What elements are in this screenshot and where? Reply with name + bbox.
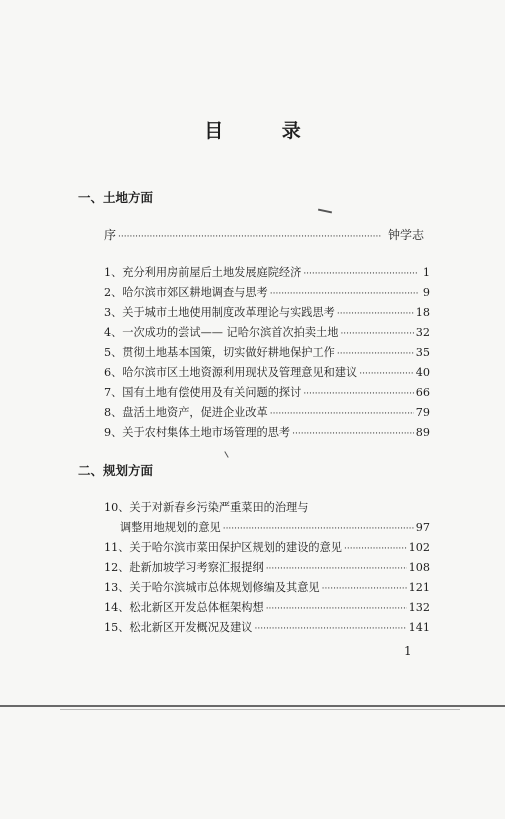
toc-entry-title: 9、关于农村集体土地市场管理的思考 bbox=[104, 426, 291, 439]
page-title: 目 录 bbox=[204, 120, 327, 142]
toc-entry-title: 7、国有土地有偿使用及有关问题的探讨 bbox=[104, 386, 302, 399]
section-heading-planning: 二、规划方面 bbox=[78, 463, 154, 478]
leader-dots bbox=[303, 386, 413, 402]
toc-entry-page: 141 bbox=[408, 621, 430, 634]
toc-entry-title: 4、一次成功的尝试—— 记哈尔滨首次拍卖土地 bbox=[104, 326, 339, 339]
toc-entry[interactable] bbox=[104, 345, 430, 361]
scan-mark bbox=[318, 209, 332, 214]
toc-preface-label: 序 bbox=[104, 228, 117, 242]
scan-mark bbox=[224, 451, 228, 458]
leader-dots bbox=[118, 229, 382, 245]
leader-dots bbox=[340, 326, 413, 342]
toc-preface-author: 钟学志 bbox=[387, 228, 424, 242]
toc-entry-page: 1 bbox=[422, 266, 430, 279]
leader-dots bbox=[344, 541, 407, 557]
toc-entry-title: 14、松北新区开发总体框架构想 bbox=[104, 601, 264, 614]
toc-entry-page: 9 bbox=[422, 286, 430, 299]
leader-dots bbox=[359, 366, 414, 382]
toc-entry-title: 11、关于哈尔滨市菜田保护区规划的建设的意见 bbox=[104, 541, 342, 554]
leader-dots bbox=[270, 406, 414, 422]
leader-dots bbox=[223, 521, 414, 537]
toc-entry-title[interactable]: 10、关于对新春乡污染严重菜田的治理与 bbox=[104, 501, 309, 514]
leader-dots bbox=[337, 346, 414, 362]
toc-entry-title: 1、充分利用房前屋后土地发展庭院经济 bbox=[104, 266, 302, 279]
scan-edge-line bbox=[0, 705, 505, 707]
toc-entry[interactable] bbox=[104, 560, 430, 576]
toc-entry-title: 3、关于城市土地使用制度改革理论与实践思考 bbox=[104, 306, 335, 319]
toc-entry-title: 13、关于哈尔滨城市总体规划修编及其意见 bbox=[104, 581, 320, 594]
toc-entry[interactable] bbox=[104, 305, 430, 321]
toc-entry-page: 132 bbox=[408, 601, 430, 614]
toc-entry[interactable] bbox=[104, 385, 430, 401]
toc-entry[interactable] bbox=[104, 285, 430, 301]
toc-entry[interactable] bbox=[104, 600, 430, 616]
toc-entry[interactable] bbox=[104, 365, 430, 381]
toc-entry-title: 调整用地规划的意见 bbox=[120, 521, 221, 534]
toc-entry[interactable] bbox=[104, 325, 430, 341]
leader-dots bbox=[255, 621, 407, 637]
scan-edge-line bbox=[60, 709, 460, 710]
leader-dots bbox=[322, 581, 407, 597]
leader-dots bbox=[292, 426, 414, 442]
toc-entry-page: 35 bbox=[415, 346, 430, 359]
toc-entry[interactable] bbox=[104, 580, 430, 596]
toc-entry-page: 89 bbox=[415, 426, 430, 439]
section-heading-land: 一、土地方面 bbox=[78, 190, 154, 205]
toc-entry-title: 5、贯彻土地基本国策，切实做好耕地保护工作 bbox=[104, 346, 335, 359]
toc-entry-page: 121 bbox=[408, 581, 430, 594]
leader-dots bbox=[270, 286, 418, 302]
toc-entry-title: 12、赴新加坡学习考察汇报提纲 bbox=[104, 561, 264, 574]
toc-entry-page: 66 bbox=[415, 386, 430, 399]
leader-dots bbox=[337, 306, 414, 322]
toc-entry[interactable] bbox=[120, 520, 430, 536]
toc-entry-page: 18 bbox=[415, 306, 430, 319]
toc-entry[interactable] bbox=[104, 425, 430, 441]
toc-entry-page: 108 bbox=[408, 561, 430, 574]
toc-entry-title: 2、哈尔滨市郊区耕地调查与思考 bbox=[104, 286, 268, 299]
toc-entry-title: 8、盘活土地资产，促进企业改革 bbox=[104, 406, 268, 419]
toc-preface[interactable] bbox=[104, 227, 424, 243]
page-number: 1 bbox=[404, 644, 412, 658]
leader-dots bbox=[303, 266, 418, 282]
toc-entry[interactable] bbox=[104, 265, 430, 281]
toc-entry[interactable] bbox=[104, 620, 430, 636]
toc-entry[interactable] bbox=[104, 540, 430, 556]
toc-entry[interactable] bbox=[104, 405, 430, 421]
toc-entry-page: 97 bbox=[415, 521, 430, 534]
toc-entry-page: 102 bbox=[408, 541, 430, 554]
toc-entry-page: 32 bbox=[415, 326, 430, 339]
toc-entry-page: 40 bbox=[415, 366, 430, 379]
leader-dots bbox=[266, 601, 407, 617]
leader-dots bbox=[266, 561, 407, 577]
toc-entry-title: 15、松北新区开发概况及建议 bbox=[104, 621, 253, 634]
toc-entry-title: 6、哈尔滨市区土地资源利用现状及管理意见和建议 bbox=[104, 366, 358, 379]
toc-entry-page: 79 bbox=[415, 406, 430, 419]
